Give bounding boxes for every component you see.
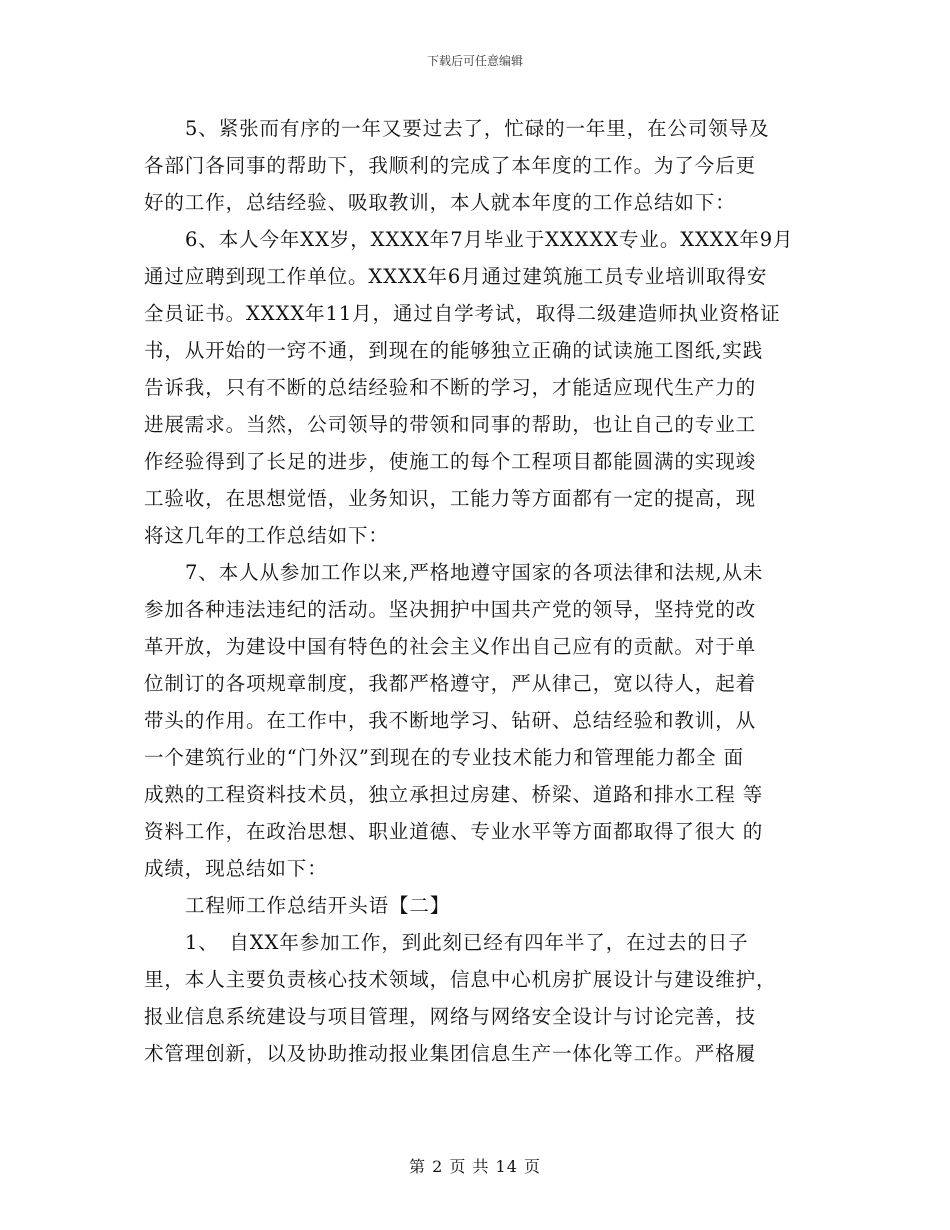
text-line: 成绩，现总结如下： [144,857,328,880]
text-line: 6、本人今年XX岁，XXXX年7月毕业于XXXXX专业。XXXX年9月 [185,228,794,251]
text-line: 通过应聘到现工作单位。XXXX年6月通过建筑施工员专业培训取得安 [144,265,768,288]
text-line: 7、本人从参加工作以来,严格地遵守国家的各项法律和法规,从未 [185,561,764,584]
text-line: 告诉我，只有不断的总结经验和不断的学习，才能适应现代生产力的 [144,376,757,399]
document-body [144,110,806,1072]
text-line: 进展需求。当然，公司领导的带领和同事的帮助，也让自己的专业工 [144,413,757,436]
text-line: 1、 自XX年参加工作，到此刻已经有四年半了，在过去的日子 [185,931,749,954]
text-line: 革开放，为建设中国有特色的社会主义作出自己应有的贡献。对于单 [144,635,757,658]
text-line: 位制订的各项规章制度，我都严格遵守，严从律己，宽以待人，起着 [144,672,757,695]
text-line: 里，本人主要负责核心技术领域，信息中心机房扩展设计与建设维护， [144,968,777,991]
text-line: 报业信息系统建设与项目管理，网络与网络安全设计与讨论完善，技 [144,1005,757,1028]
text-line: 全员证书。XXXX年11月，通过自学考试，取得二级建造师执业资格证 [144,302,781,325]
section-heading: 工程师工作总结开头语【二】 [185,894,451,917]
page-number: 第 2 页 共 14 页 [409,1157,541,1176]
text-line: 各部门各同事的帮助下，我顺利的完成了本年度的工作。为了今后更 [144,154,757,177]
text-line: 将这几年的工作总结如下： [144,524,389,547]
text-line: 工验收，在思想觉悟，业务知识，工能力等方面都有一定的提高，现 [144,487,757,510]
text-line: 好的工作，总结经验、吸取教训，本人就本年度的工作总结如下： [144,191,736,214]
page-header-note: 下载后可任意编辑 [426,54,523,68]
text-line: 5、紧张而有序的一年又要过去了，忙碌的一年里，在公司领导及 [185,117,770,140]
text-line: 术管理创新，以及协助推动报业集团信息生产一体化等工作。严格履 [144,1042,757,1065]
text-line: 带头的作用。在工作中，我不断地学习、钻研、总结经验和教训，从 [144,709,757,732]
text-line: 一个建筑行业的“门外汉”到现在的专业技术能力和管理能力都全 面 [144,746,745,769]
text-line: 参加各种违法违纪的活动。坚决拥护中国共产党的领导，坚持党的改 [144,598,757,621]
text-line: 书，从开始的一窍不通，到现在的能够独立正确的试读施工图纸,实践 [144,339,764,362]
text-line: 资料工作，在政治思想、职业道德、专业水平等方面都取得了很大 的 [144,820,764,843]
text-line: 成熟的工程资料技术员，独立承担过房建、桥梁、道路和排水工程 等 [144,783,764,806]
text-line: 作经验得到了长足的进步，使施工的每个工程项目都能圆满的实现竣 [144,450,757,473]
